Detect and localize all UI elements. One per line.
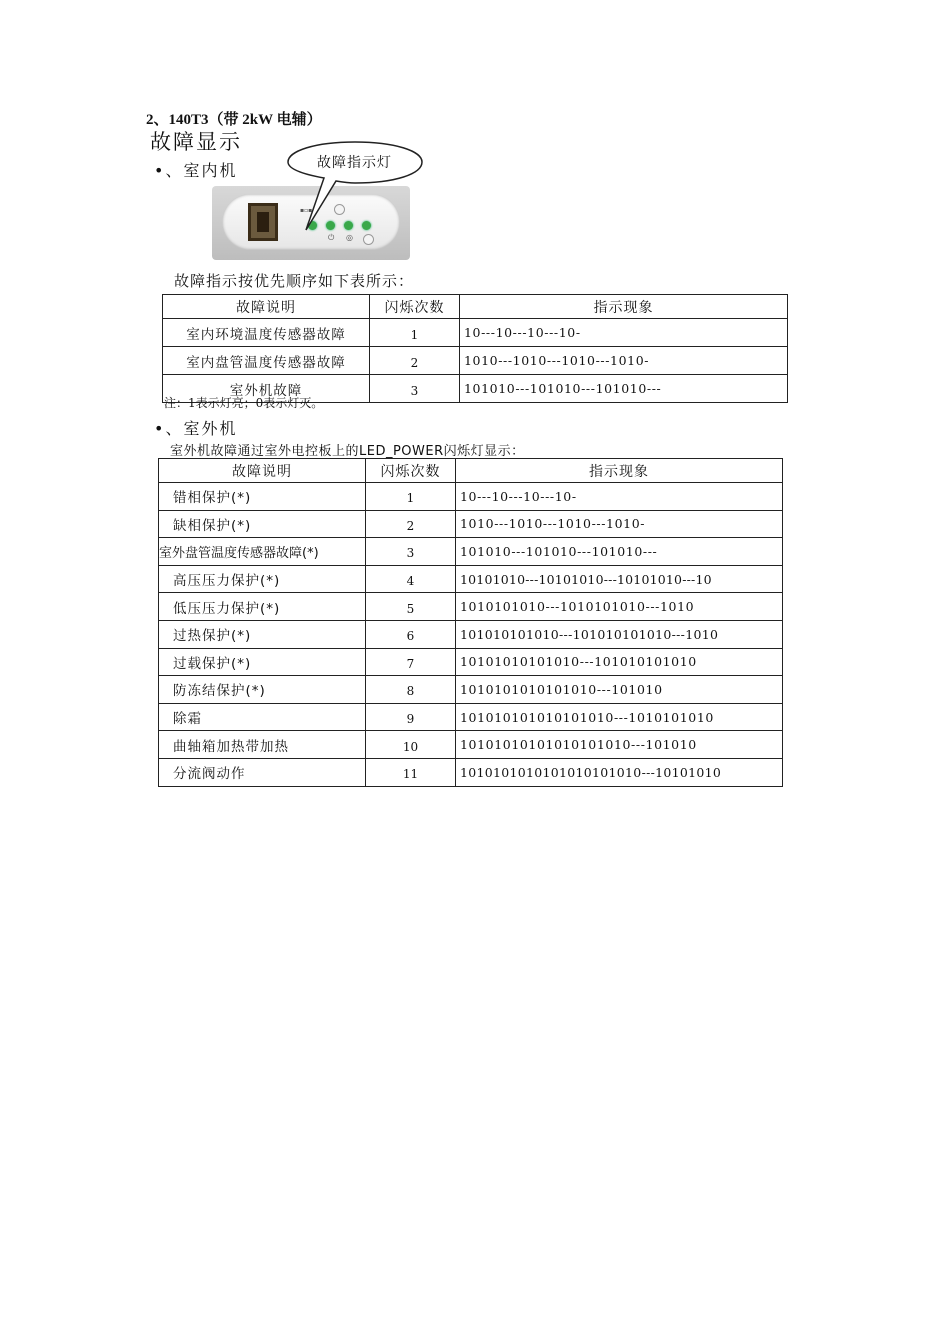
fault-desc: 高压压力保护(*)	[159, 565, 366, 593]
blink-pattern: 101010101010---101010101010---1010	[456, 620, 783, 648]
blink-count: 11	[366, 758, 456, 786]
blink-count: 2	[366, 510, 456, 538]
table-row	[159, 758, 783, 786]
table-row	[159, 703, 783, 731]
blink-pattern: 101010---101010---101010---	[460, 375, 788, 403]
fault-desc: 分流阀动作	[159, 758, 366, 786]
blink-count: 1	[370, 319, 460, 347]
outdoor-unit-title: •、室外机	[154, 419, 238, 438]
blink-count: 5	[366, 593, 456, 621]
blink-pattern: 10101010101010---101010101010	[456, 648, 783, 676]
remark-note: 注：1表示灯亮；0表示灯灭。	[164, 396, 324, 410]
blink-count: 10	[366, 731, 456, 759]
blink-pattern: 10101010---10101010---10101010---10	[456, 565, 783, 593]
table-row	[159, 676, 783, 704]
blink-pattern: 10101010101010101010---101010	[456, 731, 783, 759]
blink-count: 2	[370, 347, 460, 375]
blink-count: 1	[366, 483, 456, 511]
fault-desc: 室外盘管温度传感器故障(*)	[159, 538, 366, 566]
fault-desc: 防冻结保护(*)	[159, 676, 366, 704]
header-desc: 故障说明	[163, 295, 370, 319]
section-heading: 2、140T3（带 2kW 电辅）	[146, 112, 322, 128]
blink-count: 6	[366, 620, 456, 648]
fault-desc: 错相保护(*)	[159, 483, 366, 511]
header-count: 闪烁次数	[370, 295, 460, 319]
fault-desc: 室内盘管温度传感器故障	[163, 347, 370, 375]
power-icon: ⏻	[328, 233, 335, 242]
table-header-row	[163, 295, 788, 319]
table-row	[159, 565, 783, 593]
blink-pattern: 10---10---10---10-	[456, 483, 783, 511]
indoor-unit-title: •、室内机	[154, 161, 238, 180]
blink-pattern: 10---10---10---10-	[460, 319, 788, 347]
table-row	[159, 593, 783, 621]
fault-desc: 室外机故障	[163, 375, 370, 403]
header-pattern: 指示现象	[460, 295, 788, 319]
display-title: 故障显示	[150, 130, 242, 154]
fault-desc: 缺相保护(*)	[159, 510, 366, 538]
table-row	[159, 731, 783, 759]
callout-label: 故障指示灯	[317, 155, 392, 171]
table-row	[159, 538, 783, 566]
header-pattern: 指示现象	[456, 459, 783, 483]
fault-desc: 过热保护(*)	[159, 620, 366, 648]
fault-desc: 曲轴箱加热带加热	[159, 731, 366, 759]
table-row	[159, 620, 783, 648]
table-row	[159, 510, 783, 538]
blink-pattern: 101010---101010---101010---	[456, 538, 783, 566]
table-header-row	[159, 459, 783, 483]
header-desc: 故障说明	[159, 459, 366, 483]
outdoor-note: 室外机故障通过室外电控板上的LED_POWER闪烁灯显示：	[170, 444, 525, 459]
priority-note: 故障指示按优先顺序如下表所示：	[174, 272, 415, 290]
blink-count: 9	[366, 703, 456, 731]
brand-mark: ▪▫▪	[300, 207, 313, 214]
blink-count: 3	[366, 538, 456, 566]
blink-count: 3	[370, 375, 460, 403]
blink-pattern: 1010101010---1010101010---1010	[456, 593, 783, 621]
sensor-icon	[248, 203, 278, 241]
blink-pattern: 1010---1010---1010---1010-	[460, 347, 788, 375]
blink-pattern: 1010101010101010101010---10101010	[456, 758, 783, 786]
blink-count: 8	[366, 676, 456, 704]
table-row	[159, 648, 783, 676]
mode-icon: ◎	[346, 233, 353, 242]
blink-count: 7	[366, 648, 456, 676]
fault-desc: 除霜	[159, 703, 366, 731]
fault-desc: 低压压力保护(*)	[159, 593, 366, 621]
blink-pattern: 101010101010101010---1010101010	[456, 703, 783, 731]
blink-pattern: 1010---1010---1010---1010-	[456, 510, 783, 538]
table-row	[163, 319, 788, 347]
indoor-fault-table	[162, 294, 788, 403]
table-row	[159, 483, 783, 511]
outdoor-fault-table	[158, 458, 783, 787]
blink-pattern: 1010101010101010---101010	[456, 676, 783, 704]
header-count: 闪烁次数	[366, 459, 456, 483]
blink-count: 4	[366, 565, 456, 593]
table-row	[163, 347, 788, 375]
fault-desc: 过载保护(*)	[159, 648, 366, 676]
fault-desc: 室内环境温度传感器故障	[163, 319, 370, 347]
